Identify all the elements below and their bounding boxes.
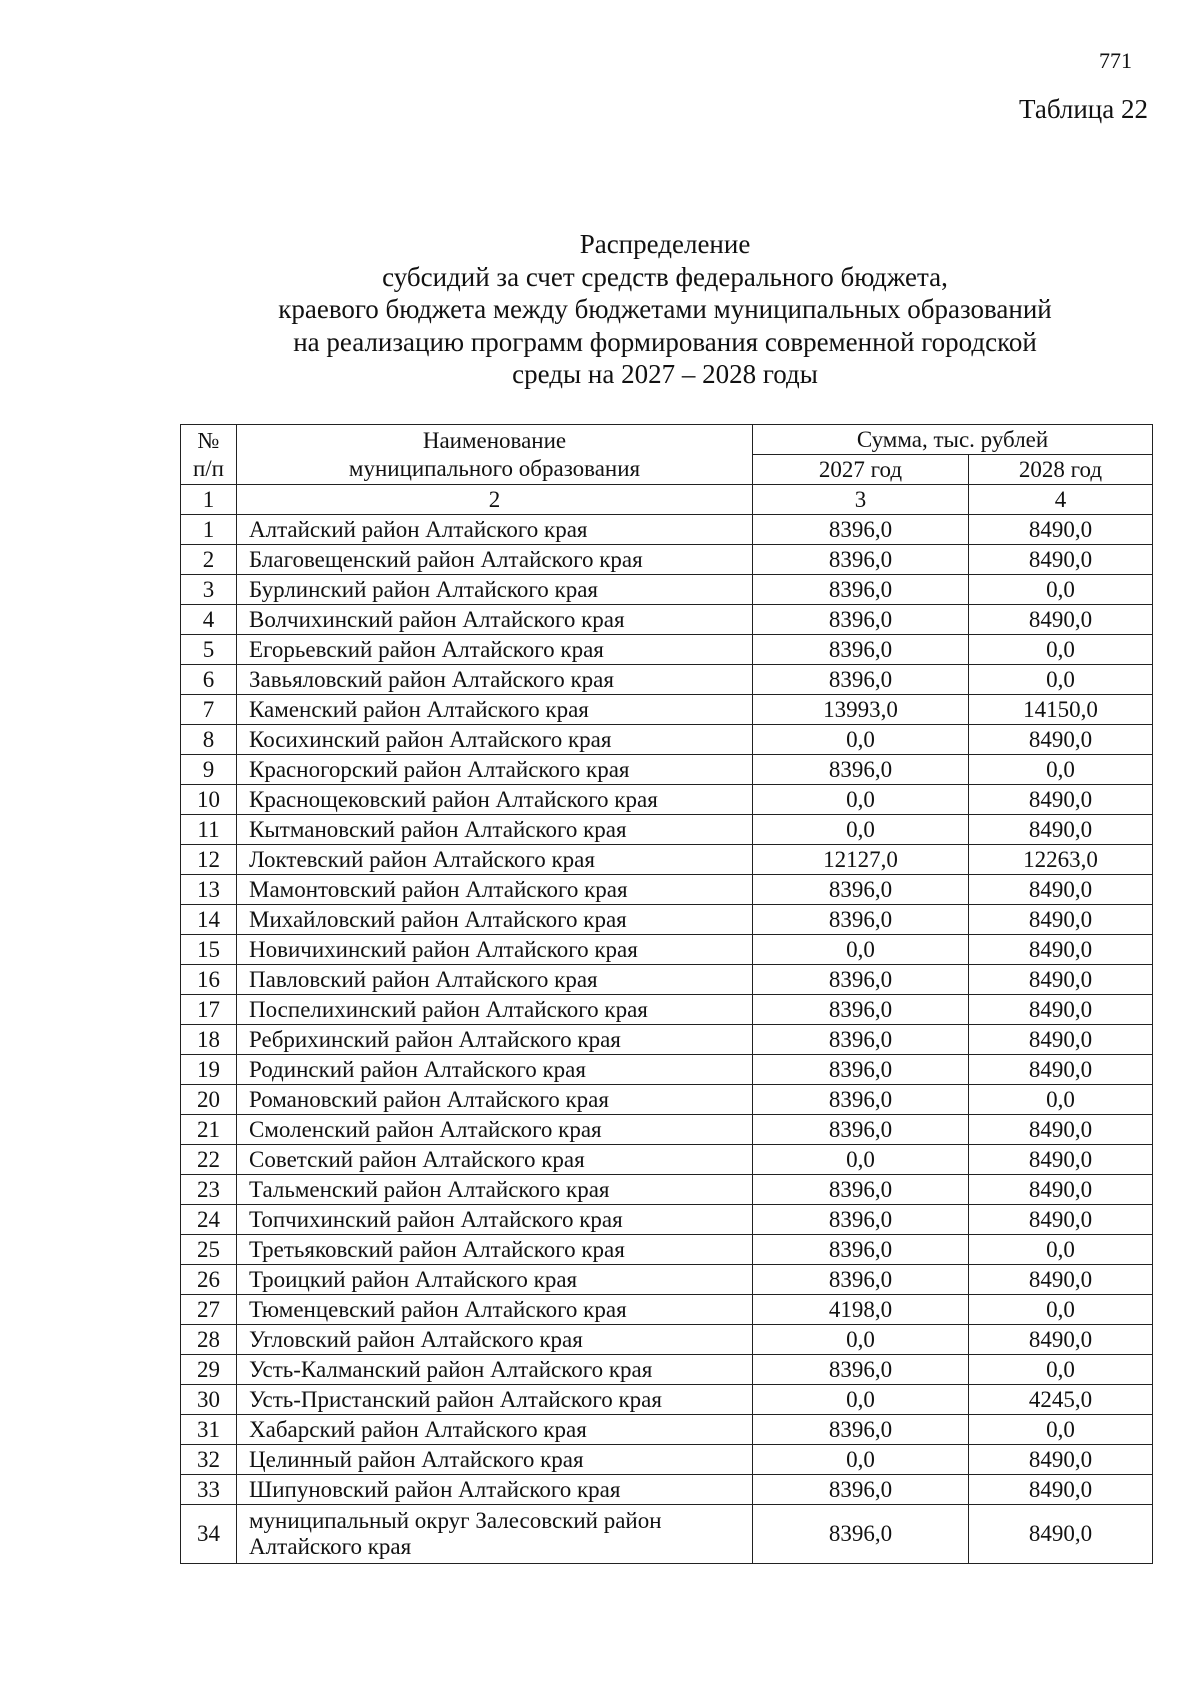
amount-2028: 0,0	[969, 1295, 1153, 1325]
table-label: Таблица 22	[1019, 94, 1148, 124]
row-number: 1	[181, 515, 237, 545]
header-sum: Сумма, тыс. рублей	[753, 425, 1153, 455]
amount-2028: 8490,0	[969, 1175, 1153, 1205]
amount-2028: 8490,0	[969, 725, 1153, 755]
municipality-name: Благовещенский район Алтайского края	[237, 545, 753, 575]
amount-2028: 8490,0	[969, 935, 1153, 965]
municipality-name: Шипуновский район Алтайского края	[237, 1475, 753, 1505]
row-number: 34	[181, 1505, 237, 1564]
title-line: субсидий за счет средств федерального бюджета,	[382, 261, 948, 292]
row-number: 10	[181, 785, 237, 815]
table-body	[181, 515, 1153, 1564]
column-number: 4	[969, 485, 1153, 515]
row-number: 18	[181, 1025, 237, 1055]
table-row	[181, 1235, 1153, 1265]
row-number: 27	[181, 1295, 237, 1325]
row-number: 16	[181, 965, 237, 995]
amount-2028: 8490,0	[969, 1445, 1153, 1475]
amount-2027: 0,0	[753, 935, 969, 965]
table-row	[181, 1385, 1153, 1415]
amount-2028: 8490,0	[969, 785, 1153, 815]
municipality-name: Павловский район Алтайского края	[237, 965, 753, 995]
municipality-name: Михайловский район Алтайского края	[237, 905, 753, 935]
amount-2027: 12127,0	[753, 845, 969, 875]
row-number: 33	[181, 1475, 237, 1505]
table-row	[181, 1145, 1153, 1175]
amount-2028: 0,0	[969, 1085, 1153, 1115]
municipality-name: Новичихинский район Алтайского края	[237, 935, 753, 965]
municipality-name: Третьяковский район Алтайского края	[237, 1235, 753, 1265]
amount-2027: 8396,0	[753, 1355, 969, 1385]
municipality-name: Поспелихинский район Алтайского края	[237, 995, 753, 1025]
amount-2028: 8490,0	[969, 1265, 1153, 1295]
table-header-row	[181, 425, 1153, 455]
table-row	[181, 905, 1153, 935]
table-row	[181, 665, 1153, 695]
amount-2028: 8490,0	[969, 905, 1153, 935]
table-row	[181, 1475, 1153, 1505]
title-line: краевого бюджета между бюджетами муниципальных образований	[278, 294, 1052, 324]
municipality-name: Красногорский район Алтайского края	[237, 755, 753, 785]
municipality-name: Романовский район Алтайского края	[237, 1085, 753, 1115]
subsidy-distribution-table	[180, 424, 1153, 1564]
header-year-2028: 2028 год	[969, 455, 1153, 485]
municipality-name: Егорьевский район Алтайского края	[237, 635, 753, 665]
table-row	[181, 515, 1153, 545]
amount-2027: 8396,0	[753, 1025, 969, 1055]
row-number: 4	[181, 605, 237, 635]
row-number: 32	[181, 1445, 237, 1475]
table-row	[181, 1295, 1153, 1325]
municipality-name: Тальменский район Алтайского края	[237, 1175, 753, 1205]
row-number: 20	[181, 1085, 237, 1115]
amount-2027: 8396,0	[753, 1265, 969, 1295]
amount-2028: 8490,0	[969, 1325, 1153, 1355]
amount-2028: 8490,0	[969, 965, 1153, 995]
amount-2028: 8490,0	[969, 1055, 1153, 1085]
column-number: 3	[753, 485, 969, 515]
row-number: 15	[181, 935, 237, 965]
header-number-line2: п/п	[192, 455, 224, 481]
amount-2028: 0,0	[969, 1235, 1153, 1265]
amount-2027: 8396,0	[753, 575, 969, 605]
table-row	[181, 1025, 1153, 1055]
municipality-name: Смоленский район Алтайского края	[237, 1115, 753, 1145]
amount-2027: 0,0	[753, 1325, 969, 1355]
amount-2027: 8396,0	[753, 1115, 969, 1145]
amount-2028: 8490,0	[969, 875, 1153, 905]
header-number	[181, 425, 237, 485]
municipality-name: Кытмановский район Алтайского края	[237, 815, 753, 845]
amount-2027: 8396,0	[753, 905, 969, 935]
amount-2027: 8396,0	[753, 1235, 969, 1265]
row-number: 31	[181, 1415, 237, 1445]
amount-2027: 8396,0	[753, 515, 969, 545]
row-number: 30	[181, 1385, 237, 1415]
row-number: 22	[181, 1145, 237, 1175]
table-row	[181, 965, 1153, 995]
amount-2027: 13993,0	[753, 695, 969, 725]
table-row	[181, 695, 1153, 725]
municipality-name: Локтевский район Алтайского края	[237, 845, 753, 875]
table-row	[181, 1205, 1153, 1235]
amount-2028: 8490,0	[969, 1025, 1153, 1055]
table-row	[181, 1355, 1153, 1385]
amount-2028: 8490,0	[969, 1115, 1153, 1145]
row-number: 8	[181, 725, 237, 755]
row-number: 11	[181, 815, 237, 845]
row-number: 21	[181, 1115, 237, 1145]
row-number: 7	[181, 695, 237, 725]
row-number: 25	[181, 1235, 237, 1265]
amount-2027: 8396,0	[753, 1475, 969, 1505]
row-number: 17	[181, 995, 237, 1025]
row-number: 26	[181, 1265, 237, 1295]
row-number: 9	[181, 755, 237, 785]
title-line: среды на 2027 – 2028 годы	[512, 359, 818, 389]
row-number: 14	[181, 905, 237, 935]
row-number: 19	[181, 1055, 237, 1085]
table-row	[181, 1445, 1153, 1475]
table-row	[181, 545, 1153, 575]
row-number: 23	[181, 1175, 237, 1205]
municipality-name: Мамонтовский район Алтайского края	[237, 875, 753, 905]
page-number: 771	[1099, 48, 1132, 73]
amount-2027: 8396,0	[753, 875, 969, 905]
municipality-name: Завьяловский район Алтайского края	[237, 665, 753, 695]
amount-2028: 8490,0	[969, 815, 1153, 845]
row-number: 28	[181, 1325, 237, 1355]
amount-2027: 8396,0	[753, 1205, 969, 1235]
municipality-name: Топчихинский район Алтайского края	[237, 1205, 753, 1235]
table-row	[181, 635, 1153, 665]
municipality-name: Советский район Алтайского края	[237, 1145, 753, 1175]
table-row	[181, 785, 1153, 815]
table-row	[181, 1115, 1153, 1145]
amount-2027: 8396,0	[753, 1505, 969, 1564]
amount-2027: 8396,0	[753, 665, 969, 695]
table-row	[181, 1265, 1153, 1295]
header-name-line2: муниципального образования	[348, 455, 641, 481]
amount-2027: 0,0	[753, 1445, 969, 1475]
amount-2027: 8396,0	[753, 1175, 969, 1205]
column-numbers-row	[181, 485, 1153, 515]
municipality-name: Троицкий район Алтайского края	[237, 1265, 753, 1295]
amount-2028: 0,0	[969, 665, 1153, 695]
amount-2028: 0,0	[969, 1415, 1153, 1445]
amount-2027: 8396,0	[753, 1085, 969, 1115]
amount-2028: 8490,0	[969, 515, 1153, 545]
table-row	[181, 815, 1153, 845]
amount-2028: 8490,0	[969, 1205, 1153, 1235]
municipality-name: Ребрихинский район Алтайского края	[237, 1025, 753, 1055]
municipality-name: муниципальный округ Залесовский район Алтайского края	[237, 1505, 753, 1564]
municipality-name: Усть-Калманский район Алтайского края	[237, 1355, 753, 1385]
municipality-name: Хабарский район Алтайского края	[237, 1415, 753, 1445]
amount-2027: 0,0	[753, 815, 969, 845]
row-number: 29	[181, 1355, 237, 1385]
municipality-name: Волчихинский район Алтайского края	[237, 605, 753, 635]
municipality-name: Косихинский район Алтайского края	[237, 725, 753, 755]
table-row	[181, 1175, 1153, 1205]
row-number: 3	[181, 575, 237, 605]
table-row	[181, 1325, 1153, 1355]
amount-2028: 8490,0	[969, 545, 1153, 575]
header-name	[237, 425, 753, 485]
municipality-name: Алтайский район Алтайского края	[237, 515, 753, 545]
amount-2028: 0,0	[969, 755, 1153, 785]
amount-2028: 4245,0	[969, 1385, 1153, 1415]
amount-2028: 0,0	[969, 575, 1153, 605]
table-row	[181, 935, 1153, 965]
municipality-name: Угловский район Алтайского края	[237, 1325, 753, 1355]
column-number: 2	[237, 485, 753, 515]
amount-2027: 8396,0	[753, 965, 969, 995]
amount-2027: 8396,0	[753, 545, 969, 575]
table-row	[181, 1085, 1153, 1115]
amount-2028: 0,0	[969, 635, 1153, 665]
row-number: 2	[181, 545, 237, 575]
table-row	[181, 725, 1153, 755]
row-number: 6	[181, 665, 237, 695]
municipality-name: Бурлинский район Алтайского края	[237, 575, 753, 605]
title-line: на реализацию программ формирования современной городской	[293, 326, 1037, 357]
amount-2027: 0,0	[753, 725, 969, 755]
table-row	[181, 605, 1153, 635]
amount-2028: 12263,0	[969, 845, 1153, 875]
amount-2027: 8396,0	[753, 605, 969, 635]
amount-2028: 8490,0	[969, 1475, 1153, 1505]
municipality-name: Тюменцевский район Алтайского края	[237, 1295, 753, 1325]
amount-2028: 8490,0	[969, 1145, 1153, 1175]
row-number: 24	[181, 1205, 237, 1235]
amount-2028: 8490,0	[969, 1505, 1153, 1564]
amount-2028: 14150,0	[969, 695, 1153, 725]
row-number: 13	[181, 875, 237, 905]
header-year-2027: 2027 год	[753, 455, 969, 485]
table-row	[181, 995, 1153, 1025]
amount-2027: 0,0	[753, 1145, 969, 1175]
table-row	[181, 875, 1153, 905]
header-number-line1: №	[197, 427, 220, 453]
municipality-name: Краснощековский район Алтайского края	[237, 785, 753, 815]
table-row	[181, 845, 1153, 875]
amount-2027: 8396,0	[753, 1055, 969, 1085]
amount-2028: 8490,0	[969, 605, 1153, 635]
row-number: 12	[181, 845, 237, 875]
municipality-name: Усть-Пристанский район Алтайского края	[237, 1385, 753, 1415]
table-row	[181, 575, 1153, 605]
amount-2027: 8396,0	[753, 1415, 969, 1445]
amount-2028: 8490,0	[969, 995, 1153, 1025]
municipality-name: Целинный район Алтайского края	[237, 1445, 753, 1475]
table-row	[181, 1415, 1153, 1445]
amount-2027: 0,0	[753, 1385, 969, 1415]
amount-2027: 8396,0	[753, 635, 969, 665]
table-row	[181, 755, 1153, 785]
header-name-line1: Наименование	[422, 427, 567, 453]
table-row	[181, 1055, 1153, 1085]
column-number: 1	[181, 485, 237, 515]
amount-2027: 4198,0	[753, 1295, 969, 1325]
amount-2027: 8396,0	[753, 755, 969, 785]
amount-2028: 0,0	[969, 1355, 1153, 1385]
row-number: 5	[181, 635, 237, 665]
title-line: Распределение	[579, 229, 751, 259]
municipality-name: Родинский район Алтайского края	[237, 1055, 753, 1085]
municipality-name: Каменский район Алтайского края	[237, 695, 753, 725]
amount-2027: 0,0	[753, 785, 969, 815]
amount-2027: 8396,0	[753, 995, 969, 1025]
table-row	[181, 1505, 1153, 1564]
document-title	[210, 228, 1120, 391]
